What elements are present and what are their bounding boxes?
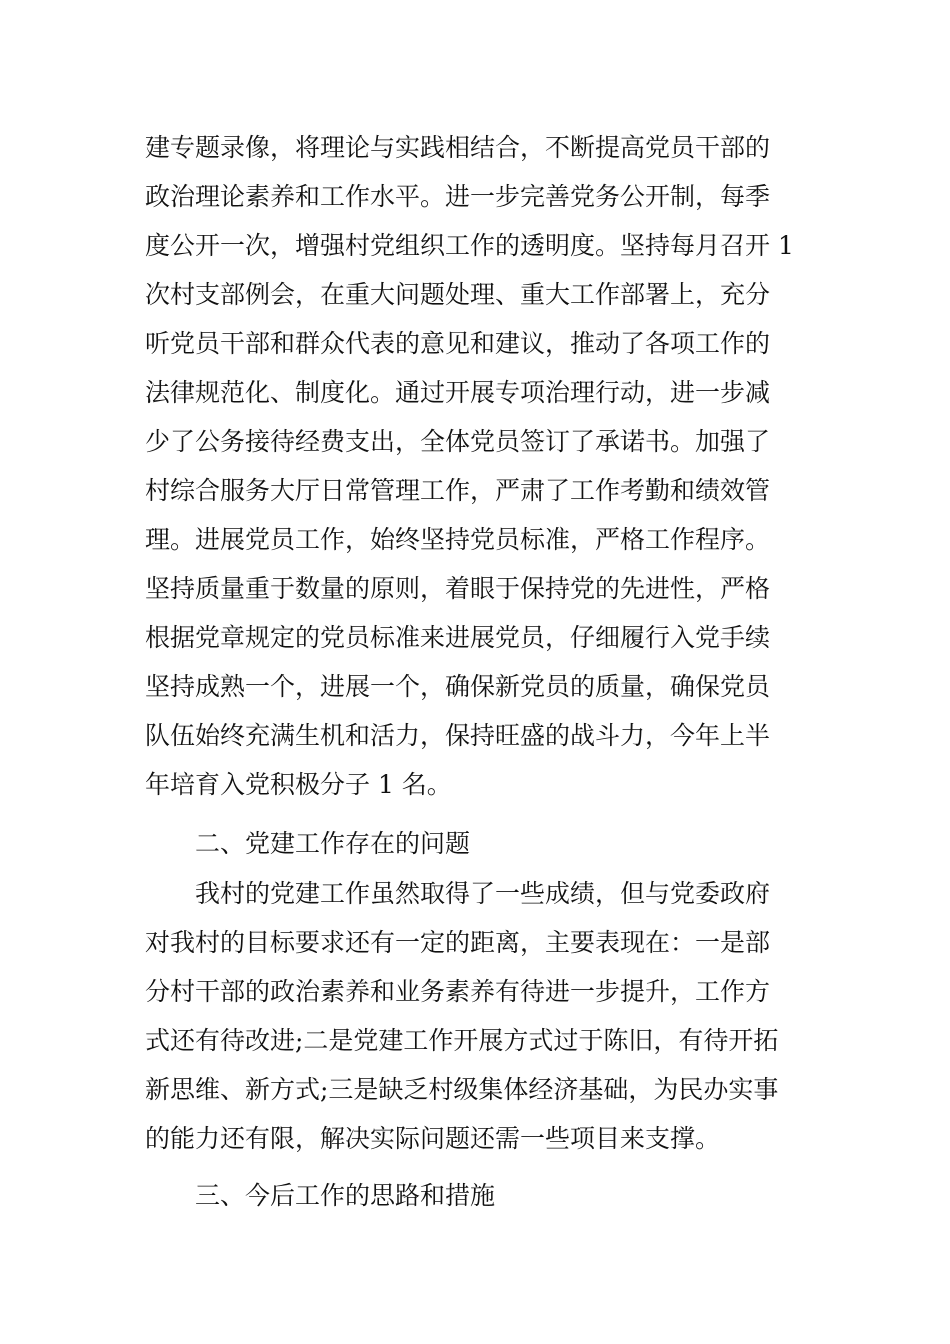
paragraph-line: 政治理论素养和工作水平。进一步完善党务公开制，每季	[145, 182, 771, 211]
paragraph-line: 年培育入党积极分子 1 名。	[145, 770, 452, 799]
paragraph-line: 村综合服务大厅日常管理工作，严肃了工作考勤和绩效管	[145, 476, 771, 505]
paragraph-line: 坚持质量重于数量的原则，着眼于保持党的先进性，严格	[145, 574, 771, 603]
section-heading: 三、今后工作的思路和措施	[195, 1181, 496, 1210]
paragraph-line: 建专题录像，将理论与实践相结合，不断提高党员干部的	[145, 133, 771, 162]
paragraph-line: 对我村的目标要求还有一定的距离，主要表现在：一是部	[145, 928, 771, 957]
paragraph-line: 次村支部例会，在重大问题处理、重大工作部署上，充分	[145, 280, 771, 309]
paragraph-line: 度公开一次，增强村党组织工作的透明度。坚持每月召开 1	[145, 231, 794, 260]
paragraph-line: 坚持成熟一个，进展一个，确保新党员的质量，确保党员	[145, 672, 771, 701]
paragraph-line: 新思维、新方式;三是缺乏村级集体经济基础，为民办实事	[145, 1075, 779, 1104]
paragraph-line: 队伍始终充满生机和活力，保持旺盛的战斗力，今年上半	[145, 721, 771, 750]
paragraph-line: 法律规范化、制度化。通过开展专项治理行动，进一步减	[145, 378, 771, 407]
paragraph-line: 听党员干部和群众代表的意见和建议，推动了各项工作的	[145, 329, 771, 358]
paragraph-line: 我村的党建工作虽然取得了一些成绩，但与党委政府	[195, 879, 771, 908]
paragraph-line: 式还有待改进;二是党建工作开展方式过于陈旧，有待开拓	[145, 1026, 779, 1055]
section-heading: 二、党建工作存在的问题	[195, 829, 471, 858]
paragraph-line: 分村干部的政治素养和业务素养有待进一步提升，工作方	[145, 977, 771, 1006]
paragraph-line: 理。进展党员工作，始终坚持党员标准，严格工作程序。	[145, 525, 771, 554]
paragraph-line: 的能力还有限，解决实际问题还需一些项目来支撑。	[145, 1124, 721, 1153]
paragraph-line: 少了公务接待经费支出，全体党员签订了承诺书。加强了	[145, 427, 771, 456]
paragraph-line: 根据党章规定的党员标准来进展党员，仔细履行入党手续	[145, 623, 771, 652]
